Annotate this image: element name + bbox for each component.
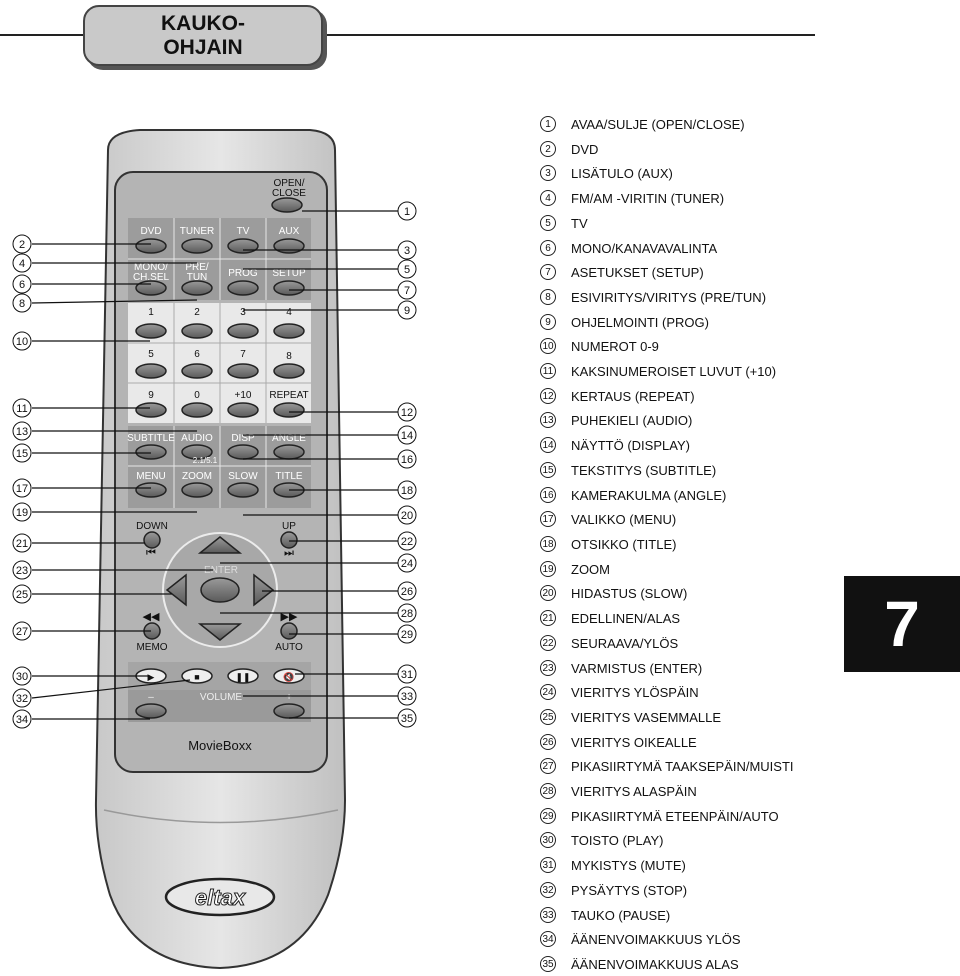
n4-label: 4 bbox=[286, 307, 292, 318]
n5-button[interactable] bbox=[136, 364, 166, 378]
legend-number: 9 bbox=[540, 314, 556, 330]
n9-label: 9 bbox=[148, 390, 154, 401]
prog-label: PROG bbox=[228, 268, 258, 279]
legend-text: NUMEROT 0-9 bbox=[571, 338, 659, 354]
pre-tun-button[interactable] bbox=[182, 281, 212, 295]
n7-button[interactable] bbox=[228, 364, 258, 378]
legend-number: 30 bbox=[540, 832, 556, 848]
legend-item bbox=[540, 460, 716, 480]
slow-button[interactable] bbox=[228, 483, 258, 497]
legend-text: TV bbox=[571, 215, 588, 231]
tv-button[interactable] bbox=[228, 239, 258, 253]
n3-button[interactable] bbox=[228, 324, 258, 338]
volume-label: VOLUME bbox=[199, 692, 243, 703]
legend-number: 7 bbox=[540, 264, 556, 280]
volume-plus-label: + bbox=[286, 692, 292, 703]
play-icon: ▶ bbox=[147, 672, 155, 682]
legend-number: 11 bbox=[540, 363, 556, 379]
legend-item bbox=[540, 583, 687, 603]
legend-text: ESIVIRITYS/VIRITYS (PRE/TUN) bbox=[571, 289, 767, 305]
legend-item bbox=[540, 559, 610, 579]
repeat-label: REPEAT bbox=[269, 390, 309, 401]
n7-label: 7 bbox=[240, 349, 246, 360]
n2-button[interactable] bbox=[182, 324, 212, 338]
angle-label: ANGLE bbox=[272, 433, 306, 444]
legend-text: NÄYTTÖ (DISPLAY) bbox=[571, 437, 690, 453]
legend-item bbox=[540, 213, 588, 233]
legend-number: 24 bbox=[540, 684, 556, 700]
legend-number: 32 bbox=[540, 882, 556, 898]
legend-number: 19 bbox=[540, 561, 556, 577]
n6-label: 6 bbox=[194, 349, 200, 360]
legend-item bbox=[540, 336, 659, 356]
legend-text: PUHEKIELI (AUDIO) bbox=[571, 412, 693, 428]
callout-number: 13 bbox=[15, 426, 29, 438]
callout-number: 8 bbox=[18, 298, 26, 310]
legend-item bbox=[540, 287, 766, 307]
callout-number: 14 bbox=[400, 430, 414, 442]
callout-number: 27 bbox=[15, 626, 29, 638]
open-close-label: CLOSE bbox=[272, 188, 306, 199]
plus10-button[interactable] bbox=[228, 403, 258, 417]
dvd-label: DVD bbox=[140, 226, 162, 237]
title-label: TITLE bbox=[275, 471, 303, 482]
n8-button[interactable] bbox=[274, 364, 304, 378]
legend-number: 23 bbox=[540, 660, 556, 676]
aux-button[interactable] bbox=[274, 239, 304, 253]
open-close-label: OPEN/ bbox=[273, 178, 305, 189]
subtitle-label: SUBTITLE bbox=[127, 433, 175, 444]
legend-item bbox=[540, 386, 695, 406]
n8-label: 8 bbox=[286, 351, 292, 362]
legend-number: 26 bbox=[540, 734, 556, 750]
zoom-button[interactable] bbox=[182, 483, 212, 497]
n1-label: 1 bbox=[148, 307, 154, 318]
audio-sublabel: 2.1/5.1 bbox=[192, 456, 218, 465]
legend-item bbox=[540, 929, 741, 949]
page-title: KAUKO- OHJAIN bbox=[83, 5, 323, 66]
up-label: UP bbox=[282, 521, 296, 532]
n0-button[interactable] bbox=[182, 403, 212, 417]
callout-number: 26 bbox=[400, 586, 414, 598]
callout-number: 24 bbox=[400, 558, 414, 570]
callout-number: 12 bbox=[400, 407, 414, 419]
legend-text: MONO/KANAVAVALINTA bbox=[571, 240, 718, 256]
legend-number: 12 bbox=[540, 388, 556, 404]
legend-text: OHJELMOINTI (PROG) bbox=[571, 314, 709, 330]
brand-label: MovieBoxx bbox=[188, 738, 252, 753]
n6-button[interactable] bbox=[182, 364, 212, 378]
legend-number: 21 bbox=[540, 610, 556, 626]
legend-text: VIERITYS ALASPÄIN bbox=[571, 783, 697, 799]
volume-minus-label: – bbox=[148, 692, 154, 703]
prev-button[interactable] bbox=[144, 532, 160, 548]
angle-button[interactable] bbox=[274, 445, 304, 459]
n9-button[interactable] bbox=[136, 403, 166, 417]
legend-text: VIERITYS OIKEALLE bbox=[571, 734, 697, 750]
mono-label: CH.SEL bbox=[132, 272, 170, 283]
legend-item bbox=[540, 312, 709, 332]
callout-number: 4 bbox=[18, 258, 26, 270]
callout-number: 20 bbox=[400, 510, 414, 522]
pause-icon: ❚❚ bbox=[235, 672, 251, 682]
callout-number: 15 bbox=[15, 448, 29, 460]
callout-number: 25 bbox=[15, 589, 29, 601]
callout-number: 1 bbox=[403, 206, 411, 218]
legend-text: AVAA/SULJE (OPEN/CLOSE) bbox=[571, 116, 745, 132]
mono-label: MONO/ bbox=[134, 262, 168, 273]
plus10-label: +10 bbox=[234, 390, 252, 401]
legend-number: 2 bbox=[540, 141, 556, 157]
legend-text: HIDASTUS (SLOW) bbox=[571, 585, 688, 601]
n3-label: 3 bbox=[240, 307, 246, 318]
legend-text: PIKASIIRTYMÄ ETEENPÄIN/AUTO bbox=[571, 808, 779, 824]
legend-text: PYSÄYTYS (STOP) bbox=[571, 882, 688, 898]
legend-number: 6 bbox=[540, 240, 556, 256]
legend-text: FM/AM -VIRITIN (TUNER) bbox=[571, 190, 725, 206]
skip-forward-icon: ⏭ bbox=[284, 547, 294, 559]
callout-number: 23 bbox=[15, 565, 29, 577]
setup-label: SETUP bbox=[272, 268, 306, 279]
legend-number: 27 bbox=[540, 758, 556, 774]
legend-number: 3 bbox=[540, 165, 556, 181]
legend-text: ZOOM bbox=[571, 561, 610, 577]
legend-item bbox=[540, 485, 726, 505]
callout-number: 19 bbox=[15, 507, 29, 519]
callout-number: 16 bbox=[400, 454, 414, 466]
legend-item bbox=[540, 806, 779, 826]
callout-number: 33 bbox=[400, 691, 414, 703]
legend-text: OTSIKKO (TITLE) bbox=[571, 536, 677, 552]
legend-number: 33 bbox=[540, 907, 556, 923]
auto-label: AUTO bbox=[275, 642, 303, 653]
legend-item bbox=[540, 410, 692, 430]
zoom-label: ZOOM bbox=[182, 471, 212, 482]
subtitle-button[interactable] bbox=[136, 445, 166, 459]
legend-number: 25 bbox=[540, 709, 556, 725]
legend-number: 35 bbox=[540, 956, 556, 972]
legend-item bbox=[540, 707, 721, 727]
legend-text: VIERITYS VASEMMALLE bbox=[571, 709, 722, 725]
mono-button[interactable] bbox=[136, 281, 166, 295]
legend-number: 20 bbox=[540, 585, 556, 601]
callout-number: 28 bbox=[400, 608, 414, 620]
callout-number: 18 bbox=[400, 485, 414, 497]
legend-text: ASETUKSET (SETUP) bbox=[571, 264, 704, 280]
callout-number: 30 bbox=[15, 671, 29, 683]
callout-number: 17 bbox=[15, 483, 29, 495]
stop-icon: ■ bbox=[194, 672, 200, 682]
legend-text: VIERITYS YLÖSPÄIN bbox=[571, 684, 699, 700]
legend-text: DVD bbox=[571, 141, 599, 157]
legend-item bbox=[540, 435, 690, 455]
legend-text: ÄÄNENVOIMAKKUUS ALAS bbox=[571, 956, 739, 972]
tv-label: TV bbox=[236, 226, 250, 237]
legend-number: 18 bbox=[540, 536, 556, 552]
legend-item bbox=[540, 682, 699, 702]
legend-item bbox=[540, 139, 598, 159]
legend-number: 28 bbox=[540, 783, 556, 799]
legend-text: KAMERAKULMA (ANGLE) bbox=[571, 487, 727, 503]
legend-number: 15 bbox=[540, 462, 556, 478]
legend-number: 5 bbox=[540, 215, 556, 231]
prog-button[interactable] bbox=[228, 281, 258, 295]
callout-number: 34 bbox=[15, 714, 29, 726]
legend-item bbox=[540, 658, 702, 678]
n1-button[interactable] bbox=[136, 324, 166, 338]
legend-item bbox=[540, 781, 697, 801]
legend-number: 16 bbox=[540, 487, 556, 503]
legend-number: 31 bbox=[540, 857, 556, 873]
legend-item bbox=[540, 361, 776, 381]
legend-item bbox=[540, 954, 739, 974]
legend-item bbox=[540, 905, 670, 925]
legend-item bbox=[540, 633, 678, 653]
callout-number: 3 bbox=[403, 245, 411, 257]
callout-number: 6 bbox=[18, 279, 26, 291]
legend-text: LISÄTULO (AUX) bbox=[571, 165, 673, 181]
down-label: DOWN bbox=[136, 521, 168, 532]
legend-item bbox=[540, 608, 680, 628]
callout-number: 21 bbox=[15, 538, 29, 550]
memo-label: MEMO bbox=[136, 642, 168, 653]
n2-label: 2 bbox=[194, 307, 200, 318]
legend-text: MYKISTYS (MUTE) bbox=[571, 857, 686, 873]
pre-tun-label: PRE/ bbox=[185, 262, 209, 273]
legend-text: TEKSTITYS (SUBTITLE) bbox=[571, 462, 717, 478]
mute-icon: 🔇 bbox=[283, 672, 295, 682]
legend-number: 8 bbox=[540, 289, 556, 305]
menu-label: MENU bbox=[136, 471, 166, 482]
disp-label: DISP bbox=[231, 433, 255, 444]
legend-number: 13 bbox=[540, 412, 556, 428]
legend-text: KAKSINUMEROISET LUVUT (+10) bbox=[571, 363, 777, 379]
callout-number: 10 bbox=[15, 336, 29, 348]
callout-number: 5 bbox=[403, 264, 411, 276]
legend-item bbox=[540, 732, 697, 752]
legend-number: 10 bbox=[540, 338, 556, 354]
dvd-button[interactable] bbox=[136, 239, 166, 253]
setup-button[interactable] bbox=[274, 281, 304, 295]
legend-number: 17 bbox=[540, 511, 556, 527]
legend-item bbox=[540, 756, 794, 776]
callout-number: 29 bbox=[400, 629, 414, 641]
legend-item bbox=[540, 830, 663, 850]
menu-button[interactable] bbox=[136, 483, 166, 497]
legend-text: VARMISTUS (ENTER) bbox=[571, 660, 703, 676]
logo-text: eltax bbox=[194, 885, 246, 910]
eltax-logo bbox=[166, 879, 274, 915]
legend-item bbox=[540, 880, 687, 900]
audio-label: AUDIO bbox=[181, 433, 213, 444]
legend-item bbox=[540, 262, 704, 282]
volume-up-button[interactable] bbox=[274, 704, 304, 718]
legend-number: 1 bbox=[540, 116, 556, 132]
open-close-button[interactable] bbox=[272, 198, 302, 212]
skip-back-icon: ⏮ bbox=[146, 547, 156, 559]
callout-number: 32 bbox=[15, 693, 29, 705]
n4-button[interactable] bbox=[274, 324, 304, 338]
legend-number: 22 bbox=[540, 635, 556, 651]
forward-icon: ▶▶ bbox=[280, 611, 298, 623]
legend-item bbox=[540, 188, 724, 208]
callout-number: 2 bbox=[18, 239, 26, 251]
legend-item bbox=[540, 114, 745, 134]
enter-label: ENTER bbox=[204, 565, 238, 576]
legend-number: 4 bbox=[540, 190, 556, 206]
callout-number: 7 bbox=[403, 285, 411, 297]
callout-number: 9 bbox=[403, 305, 411, 317]
callout-number: 22 bbox=[400, 536, 414, 548]
legend-text: ÄÄNENVOIMAKKUUS YLÖS bbox=[571, 931, 741, 947]
callout-number: 11 bbox=[16, 403, 28, 415]
legend-number: 34 bbox=[540, 931, 556, 947]
legend-number: 29 bbox=[540, 808, 556, 824]
legend-text: EDELLINEN/ALAS bbox=[571, 610, 681, 626]
legend-item bbox=[540, 534, 676, 554]
legend-text: KERTAUS (REPEAT) bbox=[571, 388, 695, 404]
disp-button[interactable] bbox=[228, 445, 258, 459]
legend-text: VALIKKO (MENU) bbox=[571, 511, 677, 527]
tuner-label: TUNER bbox=[179, 226, 215, 237]
legend-item bbox=[540, 238, 717, 258]
n5-label: 5 bbox=[148, 349, 154, 360]
volume-down-button[interactable] bbox=[136, 704, 166, 718]
legend-number: 14 bbox=[540, 437, 556, 453]
n0-label: 0 bbox=[194, 390, 200, 401]
legend-text: PIKASIIRTYMÄ TAAKSEPÄIN/MUISTI bbox=[571, 758, 794, 774]
legend-text: SEURAAVA/YLÖS bbox=[571, 635, 679, 651]
legend-text: TOISTO (PLAY) bbox=[571, 832, 664, 848]
aux-label: AUX bbox=[278, 226, 300, 237]
enter-button[interactable] bbox=[201, 578, 239, 602]
pre-tun-label: TUN bbox=[186, 272, 208, 283]
legend-item bbox=[540, 855, 686, 875]
rewind-icon: ◀◀ bbox=[142, 611, 160, 623]
repeat-button[interactable] bbox=[274, 403, 304, 417]
slow-label: SLOW bbox=[228, 471, 258, 482]
legend-item bbox=[540, 509, 676, 529]
next-button[interactable] bbox=[281, 532, 297, 548]
tuner-button[interactable] bbox=[182, 239, 212, 253]
auto-button[interactable] bbox=[281, 623, 297, 639]
legend-text: TAUKO (PAUSE) bbox=[571, 907, 671, 923]
legend-item bbox=[540, 163, 673, 183]
callout-number: 35 bbox=[400, 713, 414, 725]
chapter-tab: 7 bbox=[844, 576, 960, 672]
callout-number: 31 bbox=[400, 669, 414, 681]
